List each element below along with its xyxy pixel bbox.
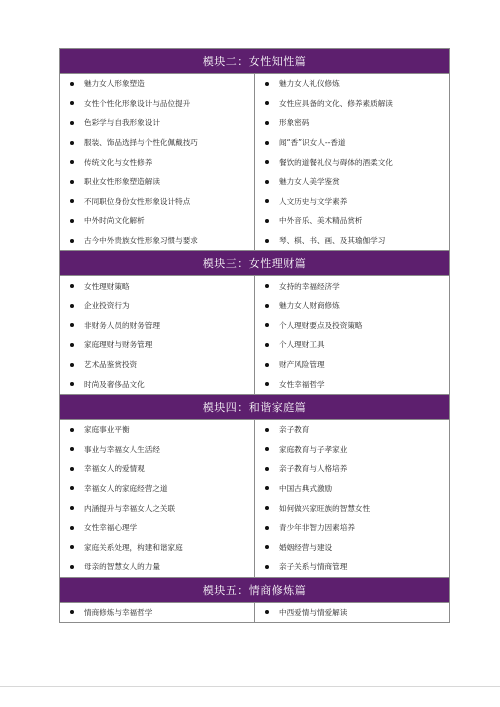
bullet-icon (265, 304, 269, 308)
list-item (60, 479, 254, 499)
list-item-label: 中外时尚文化解析 (84, 216, 145, 226)
bullet-icon (265, 610, 269, 614)
bullet-icon (70, 526, 74, 530)
list-item (255, 440, 449, 460)
bullet-icon (70, 428, 74, 432)
list-item (255, 537, 449, 557)
list-item-label: 形象密码 (279, 118, 310, 128)
bullet-icon (70, 486, 74, 490)
list-item (255, 479, 449, 499)
list-item (60, 440, 254, 460)
bullet-icon (70, 343, 74, 347)
list-item-label: 亲子教育 (279, 425, 310, 435)
list-item-label: 女性幸福哲学 (279, 379, 325, 389)
list-item-label: 青少年非智力因素培养 (279, 523, 355, 533)
section-body-row (60, 602, 450, 623)
bullet-icon (70, 382, 74, 386)
list-item-label: 闻“香”识女人--香道 (279, 138, 346, 148)
list-item (255, 420, 449, 440)
list-item-label: 魅力女人美学鉴赏 (279, 177, 340, 187)
section-body-row (60, 276, 450, 395)
section-header-row (60, 394, 450, 419)
list-item (255, 231, 449, 251)
list-item (255, 498, 449, 518)
list-item (255, 74, 449, 94)
bullet-icon (70, 610, 74, 614)
section-column-right (255, 419, 450, 577)
bullet-icon (70, 160, 74, 164)
bullet-icon (265, 565, 269, 569)
bullet-icon (70, 180, 74, 184)
bullet-icon (265, 180, 269, 184)
section-column-right (255, 74, 450, 251)
bullet-icon (265, 141, 269, 145)
bullet-icon (265, 82, 269, 86)
list-item (255, 316, 449, 336)
list-item-label: 古今中外贵族女性形象习惯与要求 (84, 236, 198, 246)
list-item-label: 魅力女人财商修炼 (279, 301, 340, 311)
list-item (255, 518, 449, 538)
bullet-icon (265, 239, 269, 243)
list-item (60, 420, 254, 440)
section-column-right (255, 602, 450, 623)
list-item (60, 276, 254, 296)
section-header-row (60, 577, 450, 602)
bullet-icon (70, 467, 74, 471)
bullet-icon (70, 506, 74, 510)
list-item (255, 557, 449, 577)
list-item-label: 中国古典式激励 (279, 483, 333, 493)
list-item (60, 335, 254, 355)
list-item (60, 113, 254, 133)
list-item-label: 中西爱情与情爱解读 (279, 607, 348, 617)
section-column-left (60, 74, 255, 251)
list-item-label: 魅力女人形象塑造 (84, 79, 145, 89)
bullet-icon (70, 239, 74, 243)
list-item-label: 色彩学与自我形象设计 (84, 118, 160, 128)
section-title: 模块五：情商修炼篇 (60, 577, 450, 602)
list-item-label: 如何做兴家旺族的智慧女性 (279, 503, 371, 513)
list-item-label: 幸福女人的家庭经营之道 (84, 483, 168, 493)
list-item (60, 74, 254, 94)
list-item-label: 女性个性化形象设计与品位提升 (84, 98, 191, 108)
bullet-icon (265, 160, 269, 164)
list-item (60, 152, 254, 172)
list-item-label: 非财务人员的财务管理 (84, 320, 160, 330)
list-item-label: 服装、饰品选择与个性化佩戴技巧 (84, 138, 198, 148)
list-item-label: 事业与幸福女人生活经 (84, 444, 160, 454)
list-item-label: 亲子教育与人格培养 (279, 464, 348, 474)
list-item (255, 296, 449, 316)
list-item (255, 192, 449, 212)
list-item (60, 537, 254, 557)
list-item (255, 276, 449, 296)
list-item (60, 192, 254, 212)
list-item-label: 内涵提升与幸福女人之关联 (84, 503, 176, 513)
list-item (255, 459, 449, 479)
list-item-label: 家庭教育与子孝家业 (279, 444, 348, 454)
bullet-icon (265, 343, 269, 347)
bullet-icon (70, 304, 74, 308)
bullet-icon (265, 526, 269, 530)
list-item (60, 316, 254, 336)
bullet-icon (70, 284, 74, 288)
section-title: 模块三：女性理财篇 (60, 251, 450, 276)
bullet-icon (70, 219, 74, 223)
section-body-row (60, 74, 450, 251)
section-header-row (60, 49, 450, 74)
bullet-icon (265, 284, 269, 288)
list-item-label: 中外音乐、美术精品赏析 (279, 216, 363, 226)
bullet-icon (265, 428, 269, 432)
bullet-icon (70, 363, 74, 367)
bullet-icon (70, 141, 74, 145)
bullet-icon (265, 363, 269, 367)
list-item-label: 幸福女人的爱情观 (84, 464, 145, 474)
list-item (60, 231, 254, 251)
list-item (255, 152, 449, 172)
list-item (255, 94, 449, 114)
section-column-left (60, 602, 255, 623)
bullet-icon (265, 219, 269, 223)
list-item-label: 人文历史与文学素养 (279, 196, 348, 206)
list-item (60, 557, 254, 577)
section-header-row (60, 251, 450, 276)
list-item-label: 财产风险管理 (279, 360, 325, 370)
list-item (255, 335, 449, 355)
list-item (60, 355, 254, 375)
bullet-icon (265, 101, 269, 105)
section-title: 模块四：和谐家庭篇 (60, 394, 450, 419)
list-item (60, 172, 254, 192)
list-item-label: 亲子关系与情商管理 (279, 562, 348, 572)
bullet-icon (70, 323, 74, 327)
list-item-label: 女性应具备的文化、修养素质解读 (279, 98, 393, 108)
bullet-icon (70, 101, 74, 105)
list-item-label: 家庭事业平衡 (84, 425, 130, 435)
list-item (255, 374, 449, 394)
list-item-label: 情商修炼与幸福哲学 (84, 607, 153, 617)
list-item (255, 603, 449, 623)
bullet-icon (265, 121, 269, 125)
bullet-icon (265, 506, 269, 510)
list-item (255, 172, 449, 192)
list-item (60, 211, 254, 231)
bullet-icon (70, 447, 74, 451)
section-column-left (60, 276, 255, 395)
list-item-label: 餐饮的道餐礼仪与碍体的酒柔文化 (279, 157, 393, 167)
bullet-icon (265, 199, 269, 203)
bullet-icon (265, 467, 269, 471)
bullet-icon (70, 565, 74, 569)
list-item-label: 艺术品鉴赏投资 (84, 360, 138, 370)
list-item-label: 女性理财策略 (84, 281, 130, 291)
list-item (60, 498, 254, 518)
list-item (255, 355, 449, 375)
list-item-label: 不同职位身份女性形象设计特点 (84, 196, 191, 206)
section-body-row (60, 419, 450, 577)
list-item-label: 职业女性形象塑造解读 (84, 177, 160, 187)
list-item-label: 家庭关系处理，构建和谐家庭 (84, 542, 183, 552)
list-item (255, 113, 449, 133)
list-item (60, 374, 254, 394)
list-item-label: 时尚及奢侈品文化 (84, 379, 145, 389)
bullet-icon (265, 486, 269, 490)
section-column-right (255, 276, 450, 395)
list-item-label: 母亲的智慧女人的力量 (84, 562, 160, 572)
bullet-icon (265, 545, 269, 549)
list-item (60, 296, 254, 316)
list-item (255, 133, 449, 153)
list-item (60, 603, 254, 623)
course-modules-table (59, 48, 450, 623)
list-item (60, 133, 254, 153)
bullet-icon (70, 82, 74, 86)
bullet-icon (265, 382, 269, 386)
bullet-icon (70, 121, 74, 125)
page-footer-divider (0, 686, 500, 687)
list-item-label: 婚姻经营与建设 (279, 542, 333, 552)
bullet-icon (265, 323, 269, 327)
bullet-icon (70, 545, 74, 549)
section-title: 模块二：女性知性篇 (60, 49, 450, 74)
bullet-icon (70, 199, 74, 203)
list-item-label: 个人理财工具 (279, 340, 325, 350)
list-item-label: 家庭理财与财务管理 (84, 340, 153, 350)
list-item-label: 魅力女人礼仪修炼 (279, 79, 340, 89)
list-item-label: 企业投资行为 (84, 301, 130, 311)
list-item-label: 琴、棋、书、画、及其瑜伽学习 (279, 236, 386, 246)
list-item (60, 518, 254, 538)
section-column-left (60, 419, 255, 577)
list-item (255, 211, 449, 231)
list-item-label: 传统文化与女性修养 (84, 157, 153, 167)
bullet-icon (265, 447, 269, 451)
list-item-label: 女性幸福心理学 (84, 523, 138, 533)
list-item (60, 94, 254, 114)
list-item-label: 女持的幸福经济学 (279, 281, 340, 291)
list-item (60, 459, 254, 479)
list-item-label: 个人理财要点及投资策略 (279, 320, 363, 330)
